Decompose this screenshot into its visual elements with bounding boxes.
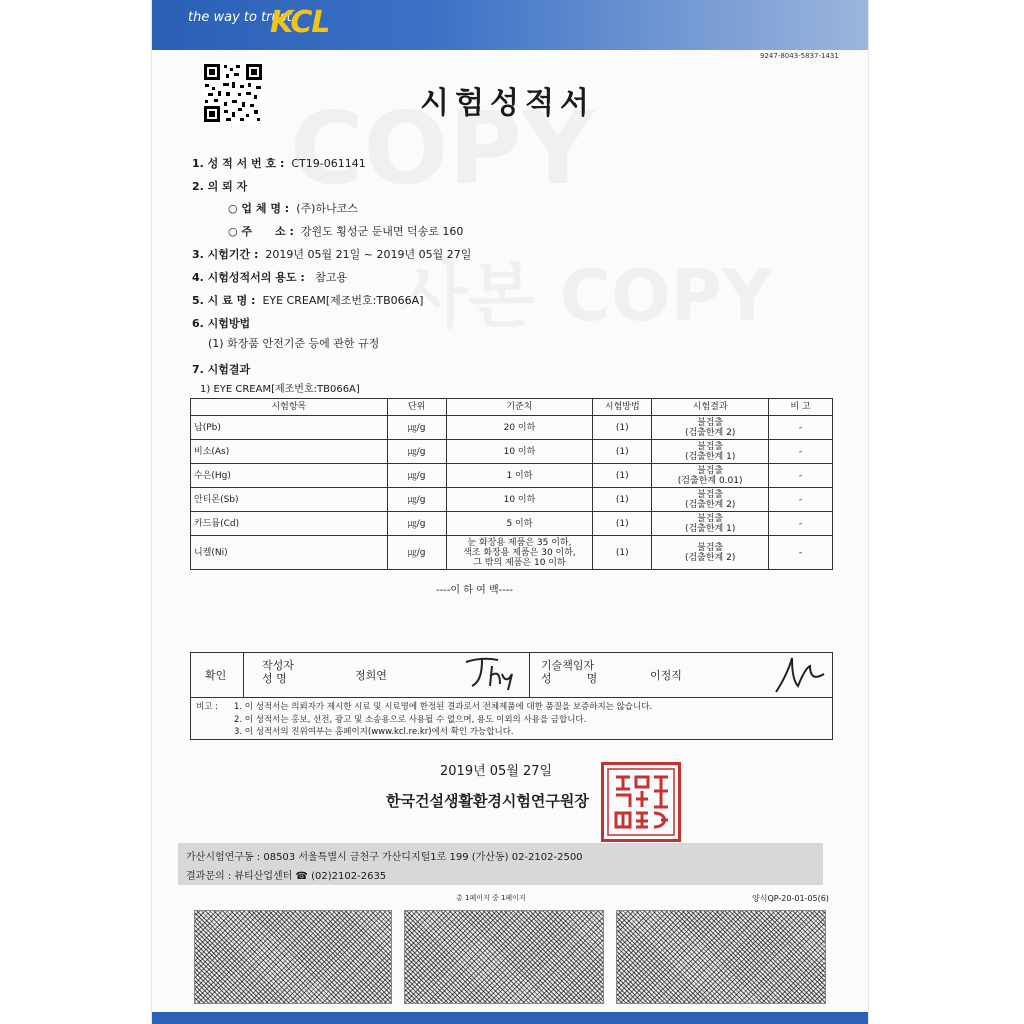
security-pattern-1 (194, 910, 392, 1004)
table-row (191, 464, 833, 488)
note-2: 2. 이 성적서는 홍보, 선전, 광고 및 소송용으로 사용될 수 없으며, 용도 이외의 사용을 금합니다. (234, 714, 587, 725)
footer-band (152, 1012, 868, 1024)
cell-item: 비소(As) (191, 440, 388, 464)
author-name: 정희연 (355, 669, 387, 682)
result-limit: (검출한계 1) (684, 451, 736, 462)
header-item: 시험항목 (191, 399, 388, 416)
author-signature (458, 652, 528, 692)
issue-date: 2019년 05월 27일 (440, 764, 553, 779)
cell-note: - (769, 440, 833, 464)
cell-result (652, 512, 769, 536)
result-main: 불검출 (697, 489, 724, 500)
cell-note: - (769, 416, 833, 440)
cell-result (652, 536, 769, 570)
cell-result (652, 464, 769, 488)
lab-address: 가산시험연구동 : 08503 서울특별시 금천구 가산디지털1로 199 (가산동) 02-2102-2500 (186, 852, 583, 863)
notes-label: 비고 : (196, 702, 218, 712)
notes (196, 701, 653, 737)
company-value: (주)하나코스 (296, 202, 358, 215)
header-banner (152, 0, 868, 50)
sample-label: 5. 시 료 명 : (192, 294, 256, 307)
cell-method: (1) (593, 488, 652, 512)
cell-result (652, 416, 769, 440)
note-3: 3. 이 성적서의 진위여부는 홈페이지(www.kcl.re.kr)에서 확인 가능합니다. (234, 727, 514, 737)
result-contact: 결과문의 : 뷰티산업센터 ☎ (02)2102-2635 (186, 871, 387, 882)
end-mark: ----이 하 여 백---- (436, 585, 514, 596)
kcl-logo: KCL (270, 5, 330, 40)
official-seal (601, 762, 681, 842)
result-main: 불검출 (697, 417, 724, 428)
cell-unit: ㎍/g (387, 488, 446, 512)
purpose-value: 참고용 (315, 271, 348, 284)
cell-method: (1) (593, 416, 652, 440)
cell-standard: 10 이하 (446, 440, 593, 464)
table-row (191, 488, 833, 512)
company-label: ○ 업 체 명 : (228, 202, 290, 215)
cert-number-label: 1. 성 적 서 번 호 : (192, 157, 285, 170)
cell-note: - (769, 488, 833, 512)
sample-value: EYE CREAM[제조번호:TB066A] (262, 294, 424, 307)
cell-standard: 10 이하 (446, 488, 593, 512)
result-limit: (검출한계 2) (684, 499, 736, 510)
result-limit: (검출한계 2) (684, 552, 736, 563)
address-value: 강원도 횡성군 둔내면 덕송로 160 (300, 225, 464, 238)
table-row (191, 416, 833, 440)
result-limit: (검출한계 2) (684, 427, 736, 438)
result-limit: (검출한계 0.01) (677, 475, 743, 486)
std-line: 그 밖의 제품은 10 이하 (473, 557, 566, 568)
cell-method: (1) (593, 464, 652, 488)
std-line: 눈 화장용 제품은 35 이하, (467, 537, 572, 548)
tech-name: 이정직 (650, 669, 682, 682)
cell-standard: 5 이하 (446, 512, 593, 536)
seal-mark (604, 765, 678, 839)
security-pattern-2 (404, 910, 604, 1004)
purpose-label: 4. 시험성적서의 용도 : (192, 271, 305, 284)
cell-result (652, 440, 769, 464)
header-method: 시험방법 (593, 399, 652, 416)
result-main: 불검출 (697, 542, 724, 553)
cell-note: - (769, 512, 833, 536)
tech-signature (770, 652, 830, 696)
test-method-value: (1) 화장품 안전기준 등에 관한 규정 (208, 337, 380, 350)
qr-code (202, 62, 264, 124)
test-period-label: 3. 시험기간 : (192, 248, 259, 261)
slogan: the way to trust (188, 10, 292, 25)
document-id: 9247-8043-5837-1431 (760, 52, 839, 60)
cell-item: 카드뮴(Cd) (191, 512, 388, 536)
result-main: 불검출 (697, 465, 724, 476)
result-main: 불검출 (697, 513, 724, 524)
cell-result (652, 488, 769, 512)
header-note: 비 고 (769, 399, 833, 416)
result-limit: (검출한계 1) (684, 523, 736, 534)
author-label: 작성자 (262, 659, 294, 672)
header-result: 시험결과 (652, 399, 769, 416)
std-line: 색조 화장용 제품은 30 이하, (463, 547, 576, 558)
cell-unit: ㎍/g (387, 464, 446, 488)
result-table (190, 398, 833, 570)
tech-labels (541, 659, 597, 685)
cell-item: 수은(Hg) (191, 464, 388, 488)
tech-name-label: 성 명 (541, 672, 598, 685)
cell-standard (446, 536, 593, 570)
table-row (191, 512, 833, 536)
cell-method: (1) (593, 440, 652, 464)
author-labels (262, 659, 294, 685)
cell-standard: 20 이하 (446, 416, 593, 440)
cell-unit: ㎍/g (387, 440, 446, 464)
cell-item: 안티몬(Sb) (191, 488, 388, 512)
security-pattern-3 (616, 910, 826, 1004)
header-unit: 단위 (387, 399, 446, 416)
table-row (191, 536, 833, 570)
cell-item: 납(Pb) (191, 416, 388, 440)
table-row (191, 440, 833, 464)
table-header-row (191, 399, 833, 416)
cell-standard: 1 이하 (446, 464, 593, 488)
cell-unit: ㎍/g (387, 512, 446, 536)
cell-note: - (769, 464, 833, 488)
document-title: 시험성적서 (420, 86, 595, 121)
cell-method: (1) (593, 536, 652, 570)
address-label: ○ 주 소 : (228, 225, 294, 238)
note-1: 1. 이 성적서는 의뢰자가 제시한 시료 및 시료명에 한정된 결과로서 전체제품에 대한 품질을 보증하지는 않습니다. (234, 702, 653, 712)
confirm-label: 확인 (205, 669, 227, 682)
issuing-organization: 한국건설생활환경시험연구원장 (386, 792, 589, 810)
cell-note: - (769, 536, 833, 570)
cell-method: (1) (593, 512, 652, 536)
cell-unit: ㎍/g (387, 416, 446, 440)
test-result-sample: 1) EYE CREAM[제조번호:TB066A] (200, 384, 360, 395)
header-standard: 기준치 (446, 399, 593, 416)
cell-unit: ㎍/g (387, 536, 446, 570)
cert-number-value: CT19-061141 (291, 157, 366, 170)
page-number: 총 1페이지 중 1페이지 (456, 894, 526, 902)
test-method-label: 6. 시험방법 (192, 317, 251, 330)
test-result-label: 7. 시험결과 (192, 363, 251, 376)
cell-item: 니켈(Ni) (191, 536, 388, 570)
client-label: 2. 의 뢰 자 (192, 180, 248, 193)
test-period-value: 2019년 05월 21일 ~ 2019년 05월 27일 (265, 248, 472, 261)
result-main: 불검출 (697, 441, 724, 452)
author-name-label: 성 명 (262, 672, 287, 685)
form-number: 양식QP-20-01-05(6) (752, 894, 829, 903)
tech-manager-label: 기술책임자 (541, 659, 595, 672)
